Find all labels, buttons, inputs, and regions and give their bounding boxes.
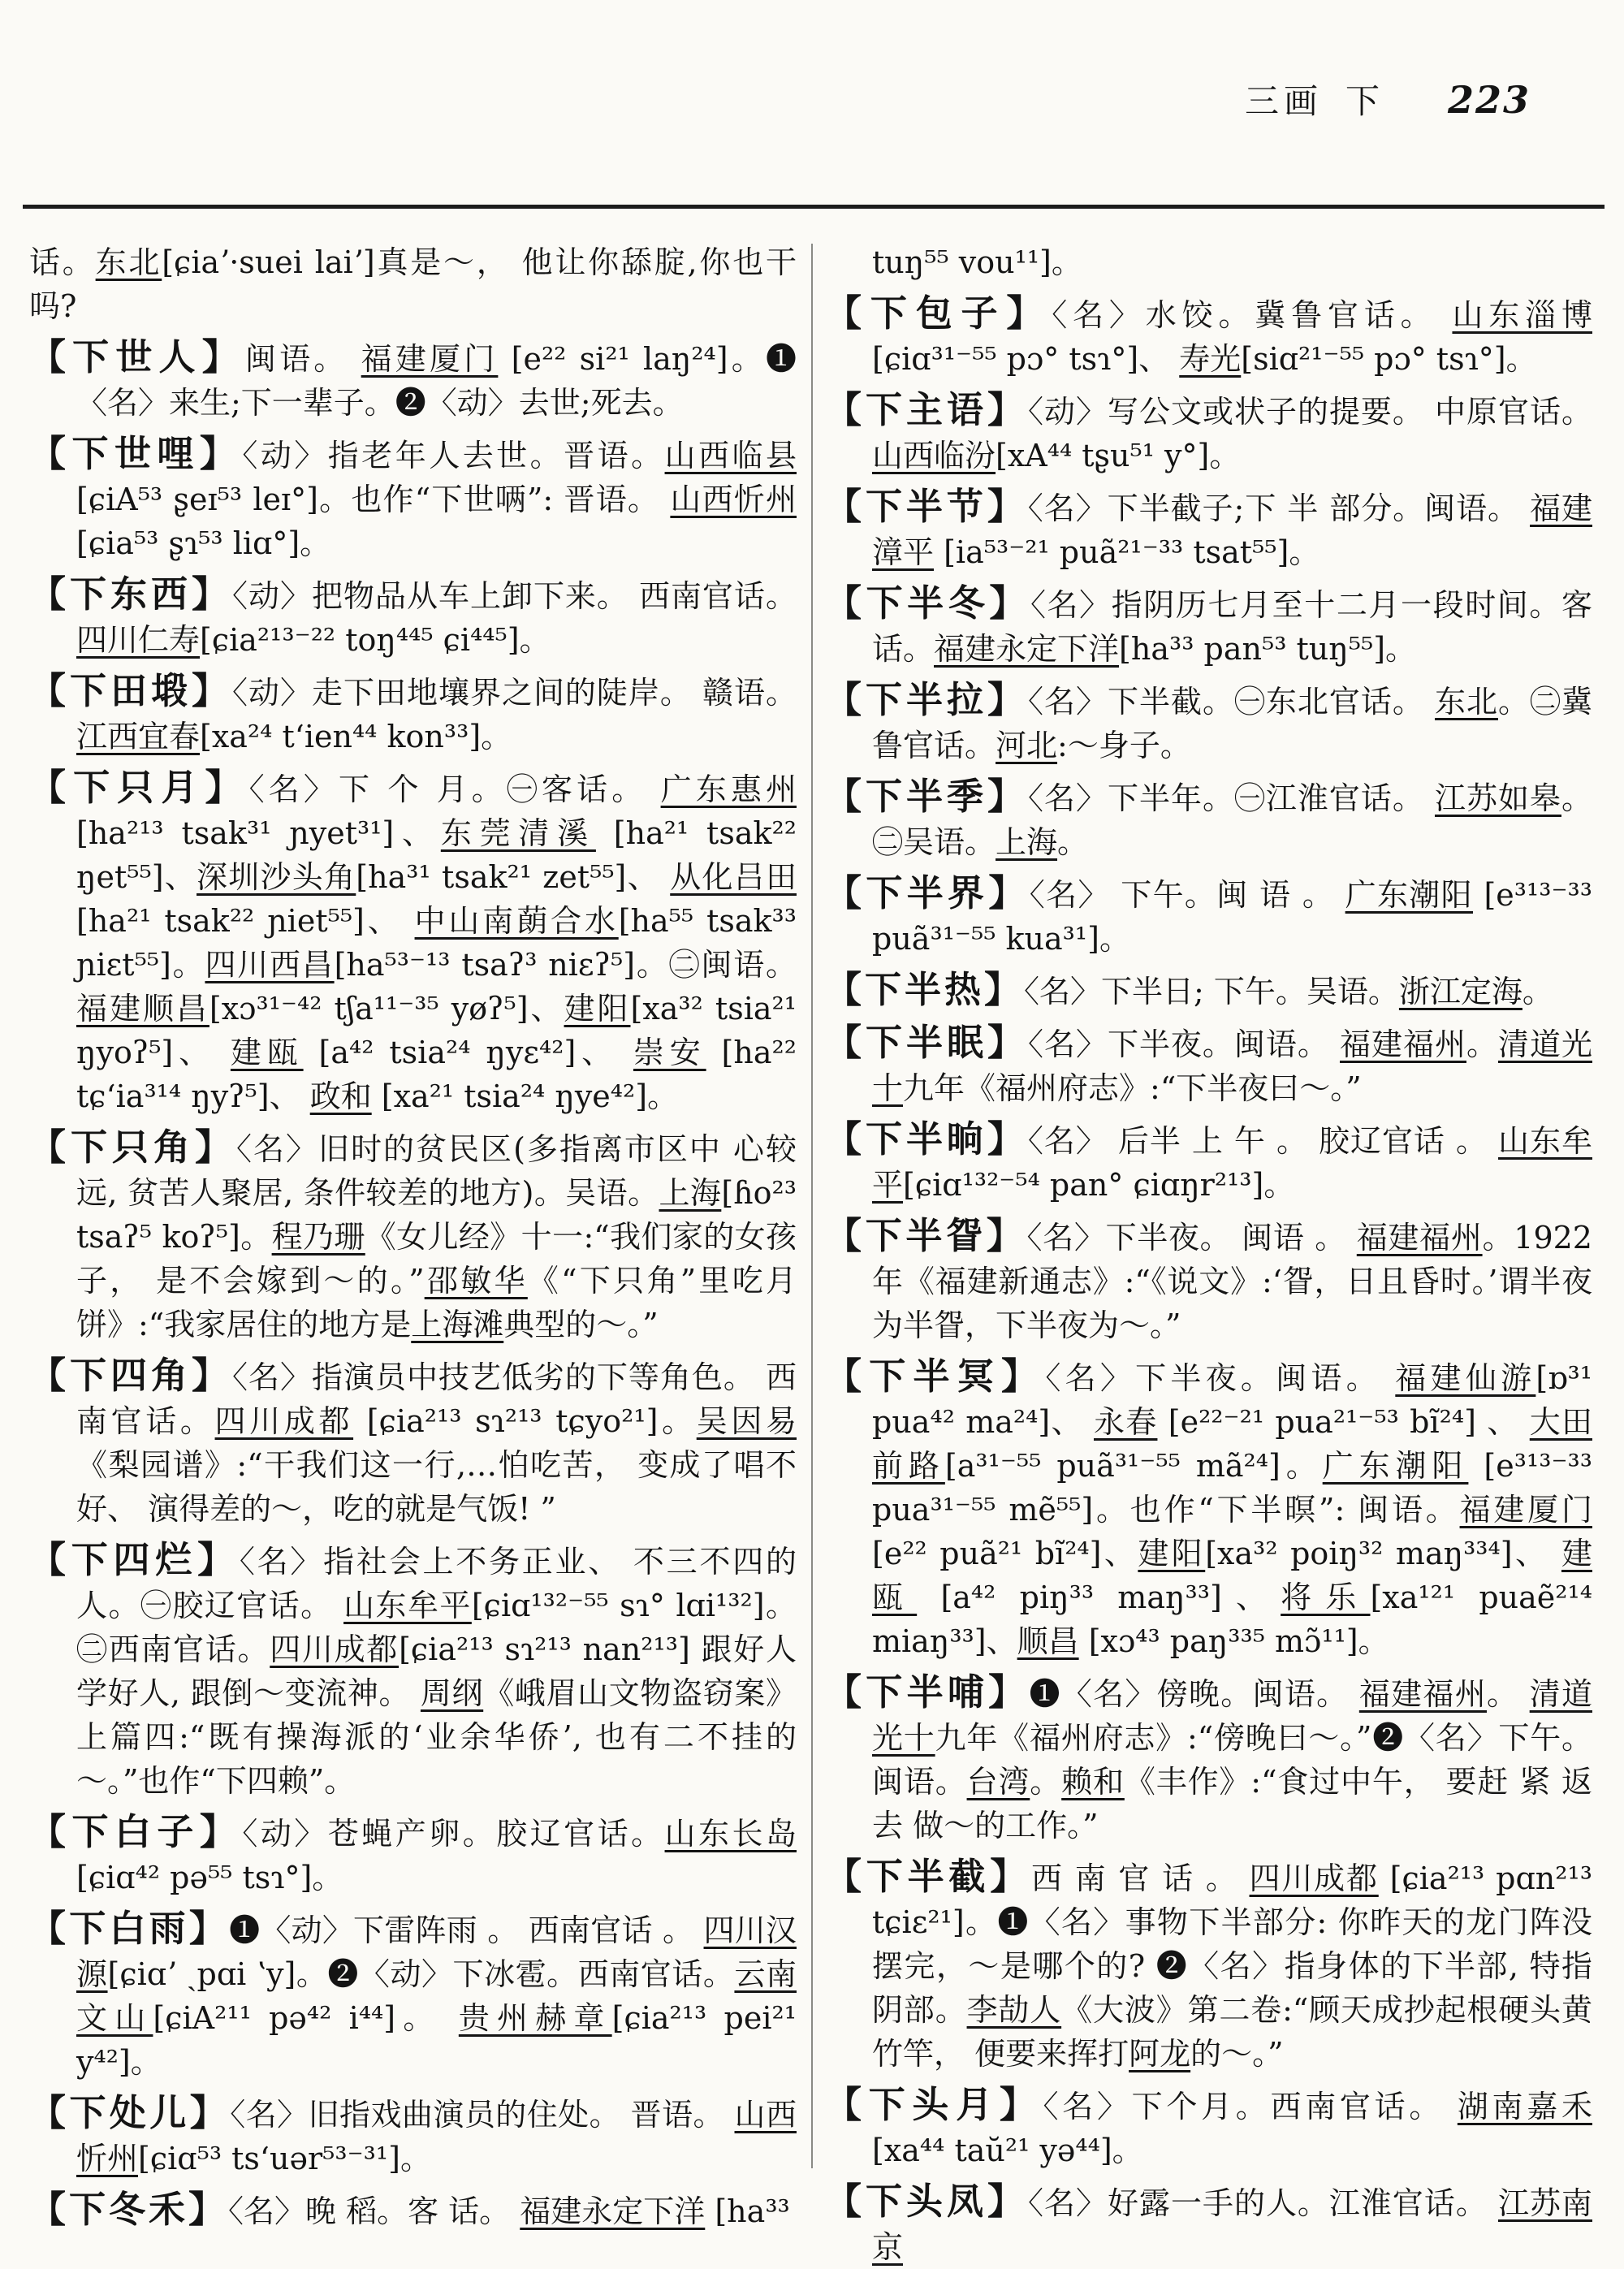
proper-noun: 建阳 (564, 991, 631, 1026)
entry-text: 。 (1057, 824, 1089, 860)
entry-text: 〈名〉下半年。㊀江淮官话。 (1027, 780, 1435, 816)
entry-text: 〈名〉下半夜。 闽语 。 (1026, 1220, 1357, 1256)
proper-noun: 建瓯 (230, 1035, 304, 1070)
proper-noun: 福建厦门 (1459, 1492, 1592, 1528)
proper-noun: 上海 (996, 824, 1058, 860)
entry-text: 。㊁吴语。 (872, 780, 1592, 860)
entry-text: 〈名〉好露一手的人。江淮官话。 (1027, 2185, 1498, 2221)
proper-noun: 广东潮阳 (1345, 877, 1474, 913)
entry-text: [ɕiɑʼ ˎpɑi ʽy]。❷〈动〉下冰雹。西南官话。 (107, 1956, 735, 1992)
dictionary-entry (825, 1214, 1592, 1347)
entry-text: 〈名〉下半夜。闽语。 (1045, 1360, 1396, 1396)
proper-noun: 从化吕田 (670, 859, 797, 895)
entry-headword: 【下半拉】 (825, 678, 1028, 721)
proper-noun: 福建福州 (1358, 1676, 1487, 1712)
proper-noun: 福建永定下洋 (934, 631, 1120, 667)
proper-noun: 福建漳平 (872, 491, 1592, 570)
dictionary-entry (29, 2091, 797, 2180)
proper-noun: 阿龙 (1129, 2036, 1191, 2072)
entry-text: [ɕia⁵³ ʂɿ⁵³ liɑ°]。 (76, 525, 331, 561)
entry-text: 九年《福州府志》:“下半夜曰～。” (903, 1070, 1362, 1106)
entry-text: [ɕiɑ⁴² pə⁵⁵ tsɿ°]。 (76, 1860, 343, 1895)
proper-noun: 山西临县 (664, 438, 797, 473)
proper-noun: 四川汉源 (76, 1912, 797, 1992)
entry-text: 〈名〉 后半 上 午 。 胶辽官话 。 (1027, 1123, 1499, 1159)
dictionary-entry (825, 871, 1592, 961)
entry-text: 。 (1030, 1764, 1062, 1800)
proper-noun: 山西忻州 (670, 482, 797, 517)
proper-noun: 建阳 (1138, 1536, 1206, 1571)
entry-text: [ɕiaʼ·suei laiʼ]真是～， 他让你舔腚,你也干吗? (29, 244, 797, 324)
entry-text: 的～。” (1190, 2036, 1284, 2072)
entry-text: [ɕia²¹³⁻²² toŋ⁴⁴⁵ ɕi⁴⁴⁵]。 (200, 622, 551, 658)
proper-noun: 将乐 (1281, 1580, 1371, 1615)
entry-headword: 【下头凤】 (825, 2180, 1028, 2223)
entry-text: 。㊁冀鲁官话。 (872, 684, 1592, 763)
entry-text: 〈名〉指社会上不务正业、 不三不四的人。㊀胶辽官话。 (76, 1544, 797, 1623)
entry-text: 《大波》第二卷:“顾天成抄起根硬头黄竹竿， 便要来挥打 (872, 1992, 1592, 2072)
proper-noun: 福建仙游 (1395, 1360, 1536, 1396)
entry-text: [e²² si²¹ laŋ²⁴]。❶〈名〉来生;下一辈子。❷〈动〉去世;死去。 (76, 341, 797, 421)
dictionary-entry (825, 1021, 1592, 1110)
dictionary-entry (825, 775, 1592, 864)
entry-headword: 【下世人】 (29, 335, 245, 378)
entry-headword: 【下半冬】 (825, 581, 1030, 625)
entry-headword: 【下头月】 (825, 2083, 1043, 2126)
proper-noun: 山东牟平 (343, 1588, 472, 1623)
proper-noun: 周纲 (420, 1675, 484, 1711)
header-rule (23, 205, 1605, 209)
proper-noun: 福建福州 (1356, 1220, 1483, 1256)
entry-text: [ɕiɑ¹³²⁻⁵⁴ pan° ɕiɑŋr²¹³]。 (903, 1167, 1295, 1203)
entry-text: [e³¹³⁻³³ puã³¹⁻⁵⁵ kua³¹]。 (872, 877, 1592, 957)
entry-headword: 【下四烂】 (29, 1538, 240, 1581)
entry-text: [ha³³ (705, 2193, 790, 2229)
entry-text: 〈名〉旧时的贫民区(多指离市区中 心较远, 贫苦人聚居, 条件较差的地方)。吴语。 (76, 1131, 797, 1211)
entry-text: 〈名〉下半截子;下 半 部分。闽语。 (1027, 491, 1531, 526)
entry-text: 〈名〉晚 稻。客 话。 (228, 2193, 520, 2229)
dictionary-entry (825, 388, 1592, 478)
entry-text: 〈名〉指演员中技艺低劣的下等角色。 西南官话。 (76, 1359, 797, 1439)
entry-text: [xa²⁴ t‘ien⁴⁴ kon³³]。 (200, 719, 512, 754)
entry-headword: 【下只月】 (29, 766, 249, 809)
proper-noun: 建瓯 (872, 1536, 1592, 1615)
dictionary-entry (825, 1355, 1592, 1663)
proper-noun: 广东惠州 (660, 771, 797, 807)
entry-text: [ɕia²¹³ sɿ²¹³ tɕyo²¹]。 (353, 1403, 697, 1439)
entry-headword: 【下半界】 (825, 871, 1030, 914)
proper-noun: 江苏南京 (872, 2185, 1592, 2265)
entry-text: [xa⁴⁴ taŭ²¹ yə⁴⁴]。 (872, 2133, 1143, 2168)
entry-text: :～身子。 (1057, 728, 1191, 763)
entry-text: [e²² puã²¹ bĩ²⁴]、 (872, 1536, 1138, 1571)
proper-noun: 程乃珊 (271, 1219, 365, 1255)
proper-noun: 东北 (1434, 684, 1498, 720)
dictionary-entry (825, 1855, 1592, 2076)
entry-text: [e²²⁻²¹ pua²¹⁻⁵³ bĩ²⁴] 、 (1157, 1404, 1530, 1440)
entry-headword: 【下半季】 (825, 775, 1028, 818)
entry-headword: 【下处儿】 (29, 2091, 231, 2134)
dictionary-entry (825, 485, 1592, 574)
dictionary-entry (29, 432, 797, 565)
entry-text: [ha³¹ tsak²¹ zet⁵⁵]、 (356, 859, 671, 895)
entry-text: 〈名〉下半截。㊀东北官话。 (1027, 684, 1435, 720)
proper-noun: 邵敏华 (424, 1263, 528, 1299)
right-column (825, 240, 1592, 2269)
entry-text: [ɕiA⁵³ ʂeɪ⁵³ leɪ°]。也作“下世唡”: 晋语。 (76, 482, 671, 517)
dictionary-entry (29, 1538, 797, 1803)
entry-text: [xɔ³¹⁻⁴² tʃa¹¹⁻³⁵ yøʔ⁵]、 (209, 991, 564, 1026)
dictionary-entry (29, 1810, 797, 1899)
entry-text: 。 (1466, 1026, 1498, 1062)
dictionary-entry (29, 335, 797, 425)
proper-noun: 山东淄博 (1452, 297, 1592, 333)
entry-text: [ha⁵³⁻¹³ tsaʔ³ niɛʔ⁵]。㊁闽语。 (334, 947, 797, 983)
entry-text: 〈名〉下半夜。闽语。 (1027, 1026, 1340, 1062)
proper-noun: 东北 (95, 244, 162, 280)
entry-text: ❶〈动〉下雷阵雨 。 西南官话 。 (229, 1912, 704, 1948)
proper-noun: 山西临汾 (872, 438, 996, 473)
entry-text: [xa³² tsia²¹ ŋyoʔ⁵]、 (76, 991, 797, 1070)
proper-noun: 李劼人 (966, 1992, 1062, 2028)
entry-text: [ɒ³¹ pua⁴² ma²⁴]、 (872, 1360, 1592, 1440)
entry-text: 。 (1487, 1676, 1530, 1712)
entry-text: 〈名〉指阴历七月至十二月一段时间。客话。 (872, 587, 1592, 667)
proper-noun: 云南文山 (76, 1956, 797, 2036)
entry-text: [xa²¹ tsia²⁴ ŋye⁴²]。 (371, 1078, 679, 1114)
entry-text: 〈动〉苍蝇产卵。胶辽官话。 (242, 1816, 665, 1852)
proper-noun: 东莞清溪 (440, 815, 596, 851)
entry-headword: 【下半冥】 (825, 1355, 1046, 1398)
entry-text: 典型的～。” (503, 1307, 659, 1342)
column-divider (811, 244, 813, 2168)
left-column (29, 240, 797, 2233)
entry-text: 闽语。 (244, 341, 361, 377)
entry-headword: 【下半截】 (825, 1855, 1032, 1898)
entry-text: [ha²¹ tsak²² ɲiet⁵⁵]、 (76, 903, 415, 939)
page-number: 223 (1447, 78, 1531, 122)
entry-text: [ɕiɑ⁵³ ts‘uər⁵³⁻³¹]。 (138, 2141, 431, 2176)
entry-headword: 【下主语】 (825, 388, 1028, 431)
entry-text: [ɕiɑ¹³²⁻⁵⁵ sɿ° lɑi¹³²]。㊁西南官话。 (76, 1588, 797, 1667)
entry-headword: 【下包子】 (825, 292, 1052, 335)
entry-text: 话。 (29, 244, 96, 280)
proper-noun: 山东牟平 (872, 1123, 1592, 1203)
entry-headword: 【下半眢】 (825, 1214, 1027, 1257)
proper-noun: 四川成都 (270, 1632, 400, 1667)
proper-noun: 江苏如皋 (1434, 780, 1561, 816)
proper-noun: 台湾 (966, 1764, 1030, 1800)
entry-headword: 【下四角】 (29, 1354, 232, 1397)
dictionary-entry (29, 2188, 797, 2233)
entry-headword: 【下白子】 (29, 1810, 243, 1853)
entry-text: [ha²² tɕ‘ia³¹⁴ ŋyʔ⁵]、 (76, 1035, 797, 1114)
proper-noun: 浙江定海 (1398, 974, 1522, 1009)
entry-text: 《峨眉山文物盗窃案》上篇四:“既有操海派的‘业余华侨’, 也有二不挂的～。”也作“下四赖”。 (76, 1675, 797, 1799)
entry-text: 《女儿经》十一:“我们家的女孩子， 是不会嫁到～的。” (76, 1219, 797, 1299)
entry-text: 〈动〉写公文或状子的提要。 中原官话。 (1027, 394, 1592, 430)
entry-text: 。 (1522, 974, 1553, 1009)
section-label: 三画 (1244, 81, 1323, 121)
dictionary-entry (29, 766, 797, 1118)
proper-noun: 四川成都 (214, 1403, 354, 1439)
proper-noun: 中山南蓢合水 (414, 903, 619, 939)
proper-noun: 清道光十 (872, 1026, 1592, 1106)
dictionary-entry (825, 1670, 1592, 1848)
entry-text: [ɕia²¹³ sɿ²¹³ nan²¹³] 跟好人学好人, 跟倒～变流神。 (76, 1632, 797, 1711)
entry-text: [a³¹⁻⁵⁵ puã³¹⁻⁵⁵ mã²⁴]。 (944, 1448, 1323, 1484)
dictionary-entry (29, 669, 797, 758)
proper-noun: 吴因易 (696, 1403, 797, 1439)
entry-headword: 【下半哺】 (825, 1670, 1030, 1714)
dictionary-entry (825, 2083, 1592, 2172)
entry-headword: 【下东西】 (29, 573, 232, 616)
proper-noun: 山东长岛 (664, 1816, 797, 1852)
dictionary-entry (825, 581, 1592, 671)
radical-label: 下 (1345, 81, 1384, 121)
proper-noun: 上海 (659, 1175, 722, 1211)
dictionary-entry (29, 1126, 797, 1346)
entry-text: [ɕiA²¹¹ pə⁴² i⁴⁴]。 (153, 2000, 459, 2036)
dictionary-entry (825, 968, 1592, 1013)
entry-headword: 【下只角】 (29, 1126, 237, 1169)
entry-text: 《丰作》:“食过中午， 要赶 紧 返 去 做～的工作。” (872, 1764, 1592, 1843)
entry-text: tuŋ⁵⁵ vou¹¹]。 (872, 244, 1082, 280)
entry-text: [ha²¹³ tsak³¹ ɲyet³¹]、 (76, 815, 441, 851)
proper-noun: 福建永定下洋 (520, 2193, 706, 2229)
proper-noun: 深圳沙头角 (197, 859, 356, 895)
proper-noun: 四川成都 (1249, 1861, 1379, 1896)
proper-noun: 河北 (996, 728, 1058, 763)
entry-headword: 【下白雨】 (29, 1907, 230, 1950)
proper-noun: 山西忻州 (76, 2097, 797, 2176)
entry-text: 〈动〉把物品从车上卸下来。 西南官话。 (231, 578, 797, 614)
entry-text: 九年《福州府志》:“傍晚曰～。”❷〈名〉下午。闽语。 (872, 1720, 1592, 1800)
entry-text: 〈动〉指老年人去世。晋语。 (242, 438, 665, 473)
entry-headword: 【下世哩】 (29, 432, 243, 475)
dictionary-entry (825, 678, 1592, 767)
entry-text: 〈名〉水饺。冀鲁官话。 (1052, 297, 1453, 333)
proper-noun: 上海滩 (411, 1307, 504, 1342)
entry-text: [xa³² poiŋ³² maŋ³³⁴]、 (1205, 1536, 1561, 1571)
continuation-paragraph (825, 240, 1592, 284)
proper-noun: 广东潮阳 (1322, 1448, 1469, 1484)
proper-noun: 四川西昌 (205, 947, 335, 983)
entry-headword: 【下冬禾】 (29, 2188, 229, 2231)
dictionary-entry (29, 1354, 797, 1531)
dictionary-entry (29, 573, 797, 662)
entry-text: [ɦo²³ tsaʔ⁵ koʔ⁵]。 (76, 1175, 797, 1255)
proper-noun: 福建福州 (1339, 1026, 1466, 1062)
proper-noun: 赖和 (1061, 1764, 1125, 1800)
entry-text: [e³¹³⁻³³ pua³¹⁻⁵⁵ mẽ⁵⁵]。也作“下半暝”: 闽语。 (872, 1448, 1592, 1528)
dictionary-entry (825, 2180, 1592, 2269)
proper-noun: 政和 (309, 1078, 372, 1114)
proper-noun: 湖南嘉禾 (1457, 2089, 1592, 2124)
entry-headword: 【下半节】 (825, 485, 1028, 528)
dictionary-entry (825, 292, 1592, 381)
entry-text: 〈名〉旧指戏曲演员的住处。 晋语。 (230, 2097, 735, 2133)
entry-text: 〈名〉 下午。闽 语 。 (1029, 877, 1345, 913)
continuation-paragraph (29, 240, 797, 328)
proper-noun: 贵州赫章 (458, 2000, 612, 2036)
entry-text: 〈动〉走下田地壤界之间的陡岸。 赣语。 (231, 675, 797, 711)
entry-text: 〈名〉下半日; 下午。吴语。 (1024, 974, 1399, 1009)
entry-text: 《梨园谱》:“干我们这一行,…怕吃苦， 变成了唱不好、 演得差的～，吃的就是气饭! ” (76, 1447, 797, 1527)
proper-noun: 顺昌 (1017, 1623, 1079, 1659)
dictionary-entry (29, 1907, 797, 2084)
page-header (1245, 75, 1531, 123)
proper-noun: 大田前路 (872, 1404, 1592, 1484)
entry-text: [ha³³ pan⁵³ tuŋ⁵⁵]。 (1119, 631, 1417, 667)
proper-noun: 永春 (1093, 1404, 1158, 1440)
proper-noun: 福建顺昌 (76, 991, 209, 1026)
entry-text: [ha²¹ tsak²² ŋet⁵⁵]、 (76, 815, 797, 895)
entry-text: 西 南 官 话 。 (1031, 1861, 1250, 1896)
proper-noun: 福建厦门 (361, 341, 499, 377)
entry-text: [xa¹²¹ puaẽ²¹⁴ miaŋ³³]、 (872, 1580, 1592, 1659)
entry-text: [ia⁵³⁻²¹ puã²¹⁻³³ tsat⁵⁵]。 (934, 534, 1320, 570)
entry-text: [a⁴² piŋ³³ maŋ³³]、 (917, 1580, 1281, 1615)
entry-text: 《“下只角”里吃月饼》:“我家居住的地方是 (76, 1263, 797, 1342)
entry-text: ❶〈名〉傍晚。闽语。 (1029, 1676, 1359, 1712)
entry-text: 〈名〉下 个 月。㊀客话。 (248, 771, 661, 807)
proper-noun: 崇安 (633, 1035, 706, 1070)
proper-noun: 清道光十 (872, 1676, 1592, 1756)
entry-headword: 【下半眠】 (825, 1021, 1028, 1064)
entry-text: [siɑ²¹⁻⁵⁵ pɔ° tsɿ°]。 (1241, 341, 1537, 377)
entry-text: [xɔ⁴³ paŋ³³⁵ mɔ̃¹¹]。 (1078, 1623, 1389, 1659)
entry-headword: 【下田塅】 (29, 669, 232, 712)
proper-noun: 四川仁寿 (76, 622, 201, 658)
entry-headword: 【下半热】 (825, 968, 1025, 1011)
entry-headword: 【下半晌】 (825, 1117, 1028, 1160)
entry-text: [ɕia²¹³ pɑn²¹³ tɕiɛ²¹]。❶〈名〉事物下半部分: 你昨天的龙门阵没摆完，～是哪个的? ❷〈名〉指身体的下半部, 特指阴部。 (872, 1861, 1592, 2028)
entry-text: [ha⁵⁵ tsak³³ ɲiɛt⁵⁵]。 (76, 903, 797, 983)
entry-text: [ɕiɑ³¹⁻⁵⁵ pɔ° tsɿ°]、 (872, 341, 1180, 377)
dictionary-entry (825, 1117, 1592, 1207)
proper-noun: 寿光 (1179, 341, 1242, 377)
entry-text: 。1922年《福建新通志》:“《说文》:‘眢，日且昏时。’谓半夜为半眢，下半夜为～。” (872, 1220, 1592, 1343)
entry-text: [a⁴² tsia²⁴ ŋyɛ⁴²]、 (303, 1035, 633, 1070)
entry-text: [ɕia²¹³ pei²¹ y⁴²]。 (76, 2000, 797, 2080)
entry-text: [xA⁴⁴ tʂu⁵¹ y°]。 (996, 438, 1241, 473)
entry-text: 〈名〉下个月。西南官话。 (1043, 2089, 1458, 2124)
proper-noun: 江西宜春 (76, 719, 201, 754)
